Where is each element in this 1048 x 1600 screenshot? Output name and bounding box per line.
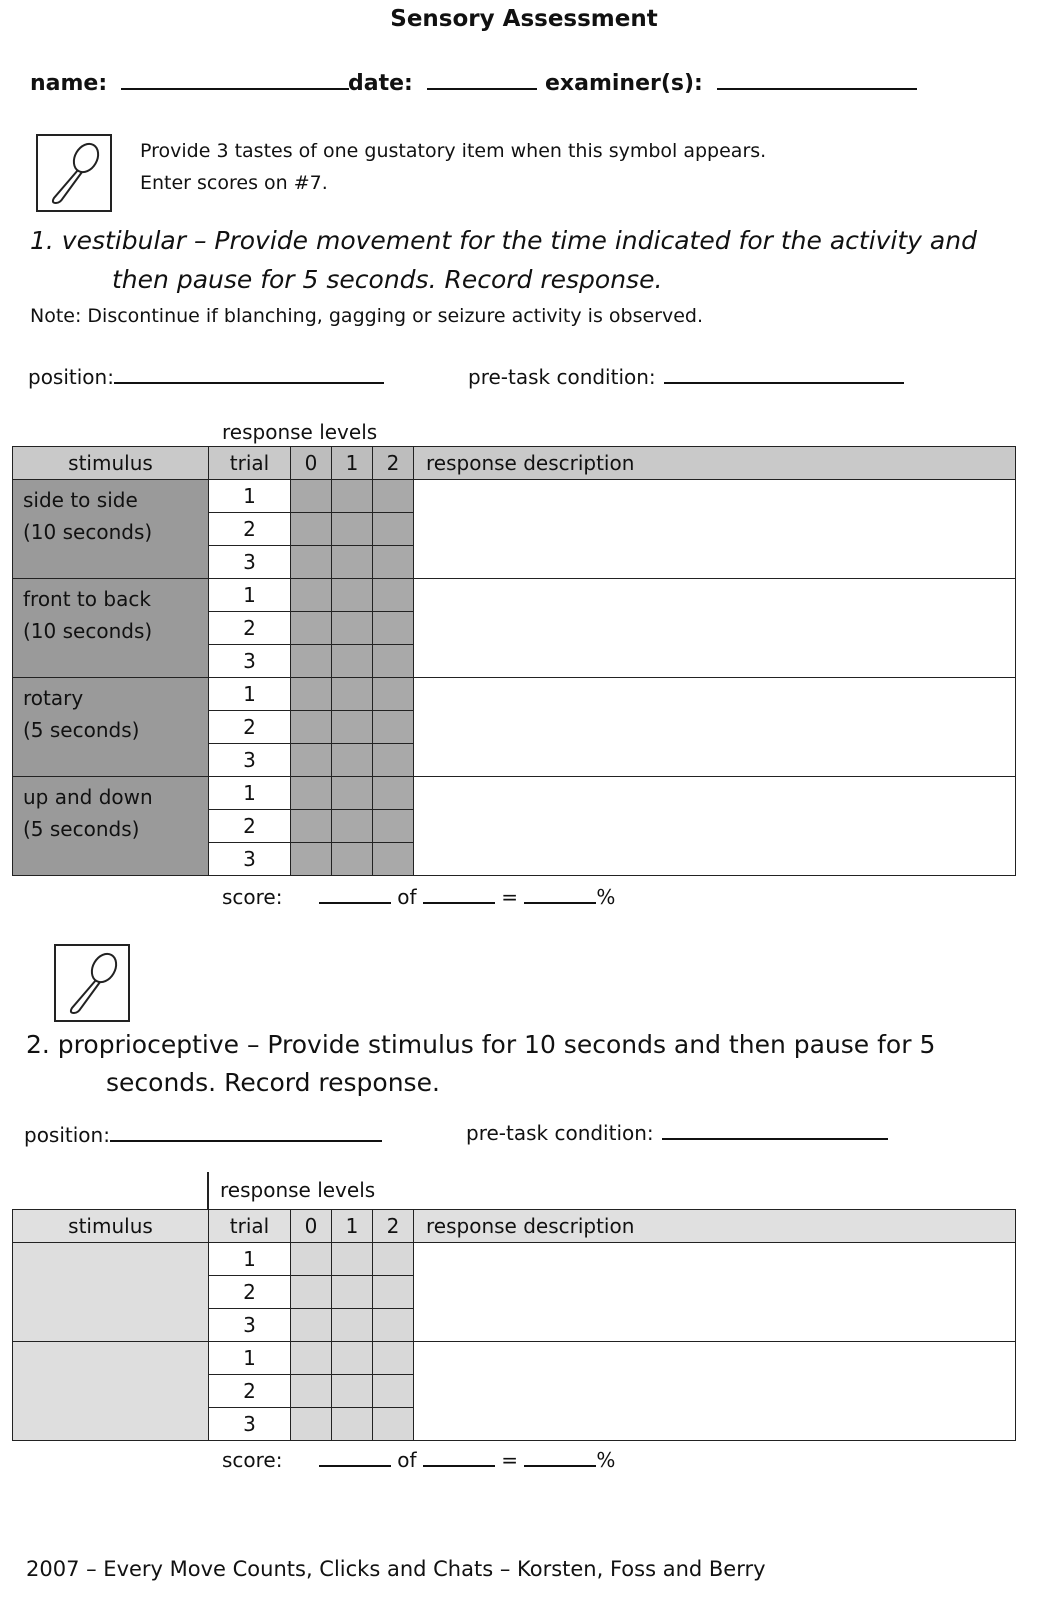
- trial-number: 2: [209, 1276, 291, 1309]
- stimulus-name: up and down: [23, 785, 153, 809]
- level-0-cell[interactable]: [291, 1342, 332, 1375]
- level-2-cell[interactable]: [373, 678, 414, 711]
- stimulus-name: rotary: [23, 686, 84, 710]
- spoon-symbol-box: [36, 134, 112, 212]
- name-line[interactable]: [121, 68, 349, 90]
- level-2-cell[interactable]: [373, 711, 414, 744]
- name-label: name:: [30, 71, 108, 96]
- page-title: Sensory Assessment: [390, 6, 658, 32]
- section1-heading-line2: then pause for 5 seconds. Record response.: [112, 265, 663, 294]
- score-label: score:: [222, 1448, 283, 1472]
- level-2-cell[interactable]: [373, 1408, 414, 1441]
- trial-number: 1: [209, 579, 291, 612]
- level-1-cell[interactable]: [332, 480, 373, 513]
- position-label: position:: [28, 365, 114, 389]
- vestibular-table: [12, 446, 1016, 876]
- level-0-cell[interactable]: [291, 744, 332, 777]
- level-1-cell[interactable]: [332, 777, 373, 810]
- level-1-cell[interactable]: [332, 1375, 373, 1408]
- section1-pretask-field[interactable]: [468, 364, 904, 389]
- stimulus-cell[interactable]: [13, 1243, 209, 1342]
- trial-number: 2: [209, 513, 291, 546]
- date-label: date:: [348, 71, 413, 96]
- trial-column-header: trial: [209, 1210, 291, 1243]
- stimulus-duration: (10 seconds): [23, 619, 153, 643]
- response-description-cell[interactable]: [414, 1243, 1016, 1342]
- level-2-cell[interactable]: [373, 1276, 414, 1309]
- spoon-icon: [38, 136, 110, 210]
- equals-label: =: [501, 885, 518, 909]
- section2-heading-line2: seconds. Record response.: [106, 1068, 440, 1097]
- spoon-symbol-box: [54, 944, 130, 1022]
- level-2-cell[interactable]: [373, 744, 414, 777]
- level-2-cell[interactable]: [373, 513, 414, 546]
- level-0-cell[interactable]: [291, 612, 332, 645]
- trial-number: 3: [209, 744, 291, 777]
- total-blank[interactable]: [423, 884, 495, 904]
- score-blank[interactable]: [319, 884, 391, 904]
- level-1-cell[interactable]: [332, 1408, 373, 1441]
- level-2-cell[interactable]: [373, 480, 414, 513]
- level-1-cell[interactable]: [332, 678, 373, 711]
- stimulus-cell: [13, 480, 209, 579]
- table-row: [13, 1243, 1016, 1276]
- trial-number: 3: [209, 546, 291, 579]
- pretask-label: pre-task condition:: [466, 1121, 654, 1145]
- level-0-cell[interactable]: [291, 1276, 332, 1309]
- spoon-icon: [56, 946, 128, 1020]
- section1-score-line[interactable]: [222, 884, 615, 909]
- trial-number: 2: [209, 810, 291, 843]
- stimulus-cell[interactable]: [13, 1342, 209, 1441]
- level-0-cell[interactable]: [291, 777, 332, 810]
- section2-pretask-field[interactable]: [466, 1120, 888, 1145]
- table-row: [13, 579, 1016, 612]
- position-line[interactable]: [110, 1122, 382, 1142]
- level-2-column-header: 2: [373, 1210, 414, 1243]
- section2-score-line[interactable]: [222, 1447, 615, 1472]
- stimulus-cell: [13, 777, 209, 876]
- score-label: score:: [222, 885, 283, 909]
- response-description-cell[interactable]: [414, 678, 1016, 777]
- response-description-column-header: response description: [414, 447, 1016, 480]
- level-1-cell[interactable]: [332, 810, 373, 843]
- trial-number: 1: [209, 777, 291, 810]
- level-2-cell[interactable]: [373, 546, 414, 579]
- section2-response-levels-label: response levels: [220, 1178, 376, 1202]
- percent-label: %: [596, 885, 616, 909]
- of-label: of: [397, 885, 417, 909]
- level-1-cell[interactable]: [332, 579, 373, 612]
- section1-position-field[interactable]: [28, 364, 384, 389]
- level-2-cell[interactable]: [373, 1342, 414, 1375]
- level-2-cell[interactable]: [373, 612, 414, 645]
- trial-number: 2: [209, 612, 291, 645]
- trial-number: 1: [209, 678, 291, 711]
- section1-note: Note: Discontinue if blanching, gagging or seizure activity is observed.: [30, 305, 703, 327]
- section1-response-levels-label: response levels: [222, 420, 378, 444]
- examiner-field[interactable]: [545, 68, 917, 96]
- percent-label: %: [596, 1448, 616, 1472]
- trial-number: 3: [209, 843, 291, 876]
- equals-label: =: [501, 1448, 518, 1472]
- level-0-cell[interactable]: [291, 645, 332, 678]
- trial-number: 2: [209, 1375, 291, 1408]
- section2-position-field[interactable]: [24, 1122, 382, 1147]
- stimulus-duration: (10 seconds): [23, 520, 153, 544]
- section2-heading-line1: 2. proprioceptive – Provide stimulus for 10 seconds and then pause for 5: [26, 1030, 936, 1059]
- trial-number: 1: [209, 1342, 291, 1375]
- of-label: of: [397, 1448, 417, 1472]
- level-1-cell[interactable]: [332, 546, 373, 579]
- trial-number: 3: [209, 1309, 291, 1342]
- level-1-column-header: 1: [332, 447, 373, 480]
- stimulus-name: side to side: [23, 488, 138, 512]
- pretask-line[interactable]: [664, 364, 904, 384]
- level-1-cell[interactable]: [332, 1309, 373, 1342]
- examiner-line[interactable]: [717, 68, 917, 90]
- table-row: [13, 777, 1016, 810]
- date-line[interactable]: [427, 68, 537, 90]
- response-description-cell[interactable]: [414, 480, 1016, 579]
- level-0-cell[interactable]: [291, 546, 332, 579]
- level-1-column-header: 1: [332, 1210, 373, 1243]
- level-0-cell[interactable]: [291, 1375, 332, 1408]
- stimulus-cell: [13, 678, 209, 777]
- response-description-cell[interactable]: [414, 1342, 1016, 1441]
- footer-credit: 2007 – Every Move Counts, Clicks and Chats – Korsten, Foss and Berry: [26, 1557, 766, 1581]
- level-1-cell[interactable]: [332, 645, 373, 678]
- stimulus-column-header: stimulus: [13, 447, 209, 480]
- trial-number: 1: [209, 480, 291, 513]
- trial-number: 3: [209, 645, 291, 678]
- position-label: position:: [24, 1123, 110, 1147]
- table-header-row: [13, 1210, 1016, 1243]
- level-1-cell[interactable]: [332, 612, 373, 645]
- level-0-cell[interactable]: [291, 1243, 332, 1276]
- level-2-cell[interactable]: [373, 579, 414, 612]
- level-1-cell[interactable]: [332, 744, 373, 777]
- position-line[interactable]: [114, 364, 384, 384]
- stimulus-duration: (5 seconds): [23, 718, 140, 742]
- examiner-label: examiner(s):: [545, 71, 703, 96]
- level-1-cell[interactable]: [332, 711, 373, 744]
- section1-heading-line1: 1. vestibular – Provide movement for the time indicated for the activity and: [30, 226, 977, 255]
- level-0-cell[interactable]: [291, 579, 332, 612]
- level-2-cell[interactable]: [373, 810, 414, 843]
- stimulus-column-header: stimulus: [13, 1210, 209, 1243]
- level-1-cell[interactable]: [332, 843, 373, 876]
- level-0-cell[interactable]: [291, 810, 332, 843]
- stimulus-duration: (5 seconds): [23, 817, 140, 841]
- level-1-cell[interactable]: [332, 1276, 373, 1309]
- divider: [207, 1172, 209, 1210]
- intro-line-1: Provide 3 tastes of one gustatory item when this symbol appears.: [140, 140, 767, 162]
- level-2-cell[interactable]: [373, 777, 414, 810]
- name-field[interactable]: [30, 68, 349, 96]
- trial-column-header: trial: [209, 447, 291, 480]
- level-1-cell[interactable]: [332, 513, 373, 546]
- table-row: [13, 480, 1016, 513]
- level-1-cell[interactable]: [332, 1243, 373, 1276]
- score-blank[interactable]: [319, 1447, 391, 1467]
- level-2-cell[interactable]: [373, 1243, 414, 1276]
- level-0-column-header: 0: [291, 1210, 332, 1243]
- proprioceptive-table: [12, 1209, 1016, 1441]
- trial-number: 3: [209, 1408, 291, 1441]
- level-0-cell[interactable]: [291, 843, 332, 876]
- level-2-cell[interactable]: [373, 843, 414, 876]
- level-2-column-header: 2: [373, 447, 414, 480]
- percent-blank[interactable]: [524, 1447, 596, 1467]
- date-field[interactable]: [348, 68, 537, 96]
- level-0-cell[interactable]: [291, 480, 332, 513]
- level-2-cell[interactable]: [373, 645, 414, 678]
- level-0-cell[interactable]: [291, 1408, 332, 1441]
- trial-number: 1: [209, 1243, 291, 1276]
- total-blank[interactable]: [423, 1447, 495, 1467]
- level-0-cell[interactable]: [291, 678, 332, 711]
- level-0-column-header: 0: [291, 447, 332, 480]
- level-2-cell[interactable]: [373, 1309, 414, 1342]
- pretask-label: pre-task condition:: [468, 365, 656, 389]
- stimulus-name: front to back: [23, 587, 151, 611]
- percent-blank[interactable]: [524, 884, 596, 904]
- response-description-column-header: response description: [414, 1210, 1016, 1243]
- level-0-cell[interactable]: [291, 1309, 332, 1342]
- response-description-cell[interactable]: [414, 777, 1016, 876]
- intro-line-2: Enter scores on #7.: [140, 172, 328, 194]
- table-row: [13, 678, 1016, 711]
- table-row: [13, 1342, 1016, 1375]
- level-1-cell[interactable]: [332, 1342, 373, 1375]
- level-2-cell[interactable]: [373, 1375, 414, 1408]
- table-header-row: [13, 447, 1016, 480]
- level-0-cell[interactable]: [291, 513, 332, 546]
- response-description-cell[interactable]: [414, 579, 1016, 678]
- pretask-line[interactable]: [662, 1120, 888, 1140]
- trial-number: 2: [209, 711, 291, 744]
- level-0-cell[interactable]: [291, 711, 332, 744]
- stimulus-cell: [13, 579, 209, 678]
